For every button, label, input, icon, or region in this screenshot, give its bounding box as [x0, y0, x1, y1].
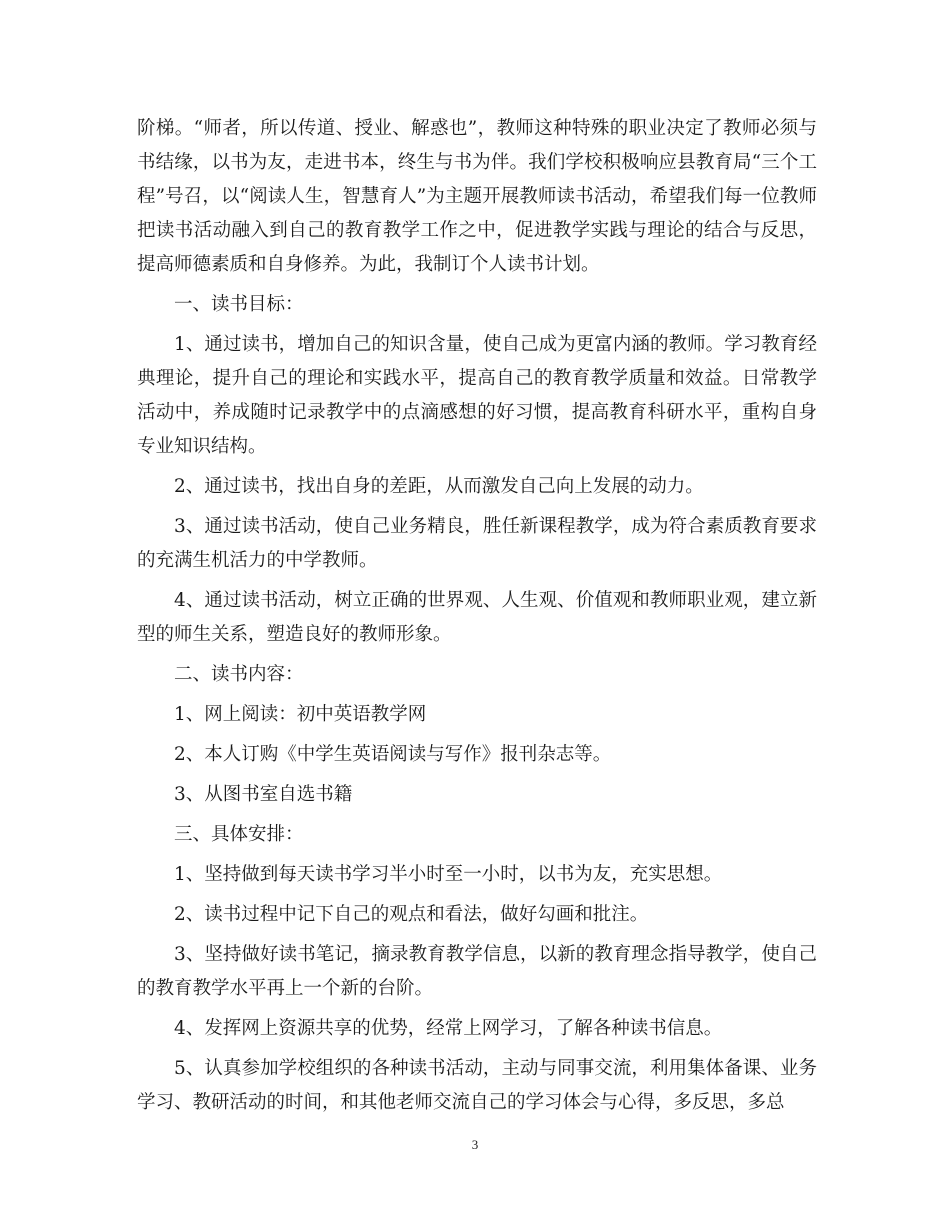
- heading-reading-goals: 一、读书目标：: [174, 294, 304, 315]
- page-number: 3: [471, 1137, 479, 1152]
- arrangement-item-3: 3、坚持做好读书笔记，摘录教育教学信息，以新的教育理念指导教学，使自己的教育教学水平再上一个新的台阶。: [137, 944, 817, 999]
- arrangement-item-5: 5、认真参加学校组织的各种读书活动，主动与同事交流，利用集体备课、业务学习、教研活动的时间，和其他老师交流自己的学习体会与心得，多反思，多总: [137, 1058, 817, 1113]
- content-item-3: 3、从图书室自选书籍: [174, 784, 353, 805]
- heading-specific-arrangements: 三、具体安排：: [174, 824, 304, 845]
- heading-reading-content: 二、读书内容：: [174, 664, 304, 685]
- content-item-1: 1、网上阅读：初中英语教学网: [174, 704, 427, 725]
- goal-item-3: 3、通过读书活动，使自己业务精良，胜任新课程教学，成为符合素质教育要求的充满生机活力的中学教师。: [137, 516, 817, 571]
- arrangement-item-4: 4、发挥网上资源共享的优势，经常上网学习，了解各种读书信息。: [174, 1018, 723, 1039]
- goal-item-2: 2、通过读书，找出自身的差距，从而激发自己向上发展的动力。: [174, 476, 704, 497]
- goal-item-1: 1、通过读书，增加自己的知识含量，使自己成为更富内涵的教师。学习教育经典理论，提升自己的理论和实践水平，提高自己的教育教学质量和效益。日常教学活动中，养成随时记录教学中的点滴感想的好习惯，提高教育科研水平，重构自身专业知识结构。: [137, 334, 817, 457]
- content-item-2: 2、本人订购《中学生英语阅读与写作》报刊杂志等。: [174, 744, 612, 765]
- arrangement-item-1: 1、坚持做到每天读书学习半小时至一小时，以书为友，充实思想。: [174, 864, 723, 885]
- arrangement-item-2: 2、读书过程中记下自己的观点和看法，做好勾画和批注。: [174, 904, 649, 925]
- document-body: [137, 112, 817, 1120]
- goal-item-4: 4、通过读书活动，树立正确的世界观、人生观、价值观和教师职业观，建立新型的师生关系，塑造良好的教师形象。: [137, 590, 817, 645]
- paragraph-intro-continuation: 阶梯。“师者，所以传道、授业、解惑也”，教师这种特殊的职业决定了教师必须与书结缘，以书为友，走进书本，终生与书为伴。我们学校积极响应县教育局“三个工程”号召，以“阅读人生，智慧育人”为主题开展教师读书活动，希望我们每一位教师把读书活动融入到自己的教育教学工作之中，促进教学实践与理论的结合与反思，提高师德素质和自身修养。为此，我制订个人读书计划。: [137, 118, 817, 275]
